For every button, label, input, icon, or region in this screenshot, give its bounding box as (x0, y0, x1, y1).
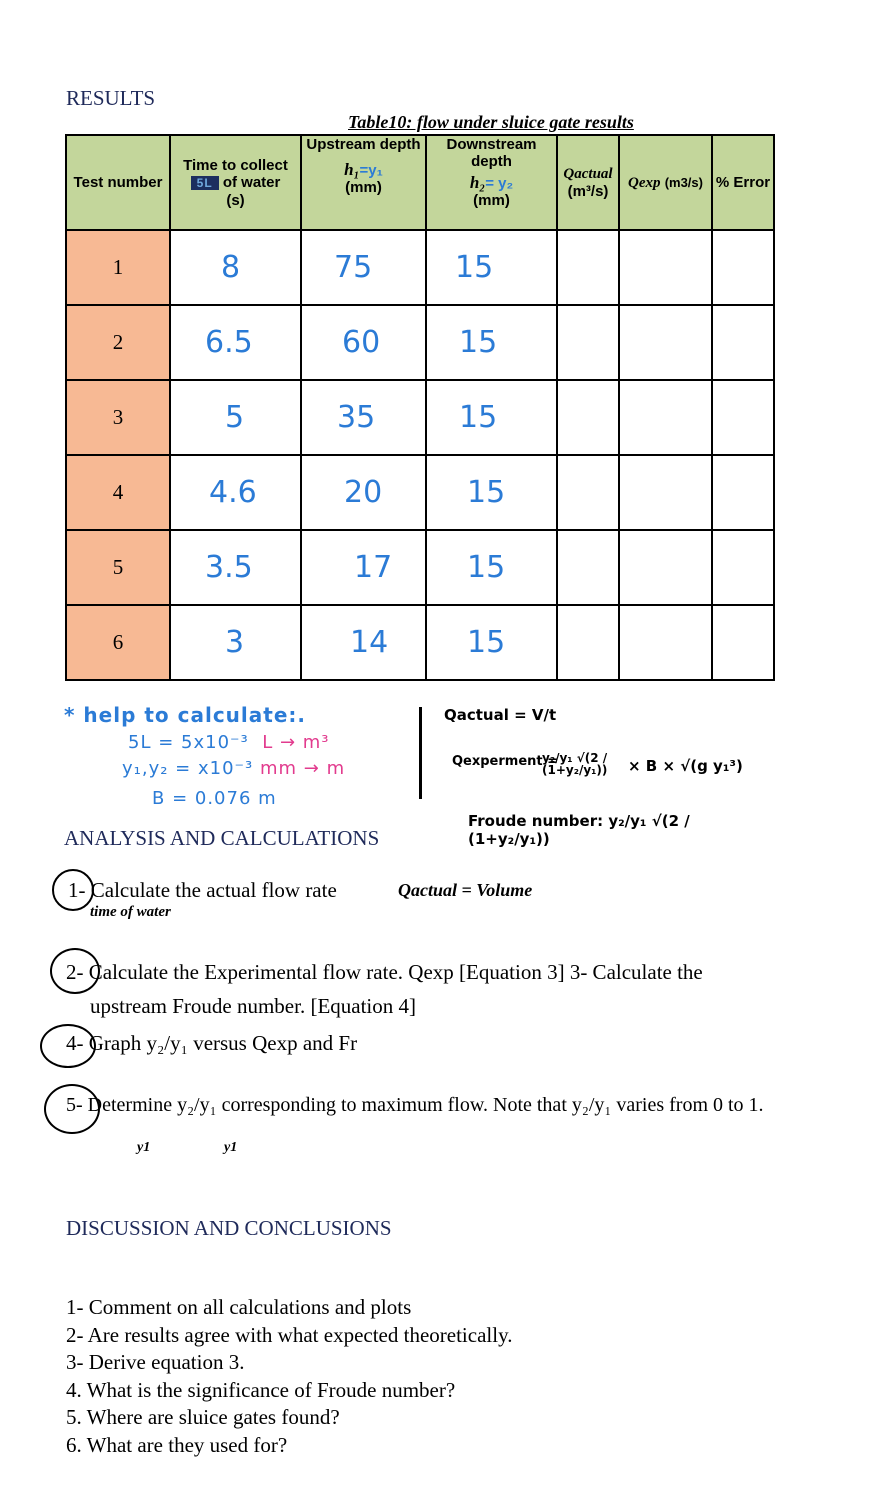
header-downstream (426, 135, 557, 230)
analysis-heading: ANALYSIS AND CALCULATIONS (64, 826, 380, 850)
cell-qexp (619, 605, 712, 680)
cell-qactual (557, 530, 619, 605)
cell-test-number: 6 (66, 605, 170, 680)
discussion-heading: DISCUSSION AND CONCLUSIONS (66, 1216, 392, 1240)
list-item: 5. Where are sluice gates found? (66, 1405, 340, 1429)
cell-time: 3 (170, 605, 301, 680)
cell-time: 5 (170, 380, 301, 455)
helper-line2 (122, 758, 345, 779)
cell-downstream: 15 (426, 230, 557, 305)
cell-error (712, 230, 774, 305)
header-downstream-symbol: h₂ (469, 173, 486, 192)
y1-label-left: y1 (137, 1140, 151, 1155)
cell-downstream: 15 (426, 455, 557, 530)
cell-test-number: 5 (66, 530, 170, 605)
cell-upstream: 75 (301, 230, 426, 305)
table-caption: Table10: flow under sluice gate results (348, 112, 634, 132)
header-upstream (301, 135, 426, 230)
cell-qexp (619, 530, 712, 605)
table-row (66, 380, 774, 455)
list-item: 3- Derive equation 3. (66, 1350, 245, 1374)
item-1-denominator: time of water (90, 904, 171, 920)
cell-upstream: 35 (301, 380, 426, 455)
cell-qactual (557, 380, 619, 455)
cell-error (712, 530, 774, 605)
cell-upstream: 14 (301, 605, 426, 680)
item-4: 4- Graph y₂/y₁ versus Qexp and Fr (66, 1031, 358, 1055)
header-qactual-unit: (m³/s) (567, 182, 609, 200)
header-upstream-unit: (mm) (345, 179, 382, 196)
item-1-formula: Qactual = Volume (398, 880, 533, 900)
list-item: 4. What is the significance of Froude number? (66, 1377, 456, 1402)
results-table (65, 134, 775, 681)
froude-formula: Froude number: y₂/y₁ √(2 / (1+y₂/y₁)) (468, 812, 690, 848)
cell-qactual (557, 230, 619, 305)
header-time-unit: (s) (226, 191, 245, 209)
helper-line2-left: y₁,y₂ = x10⁻³ (122, 758, 254, 779)
header-downstream-unit: (mm) (473, 192, 510, 209)
header-qexp (619, 135, 712, 230)
table-row (66, 605, 774, 680)
cell-upstream: 60 (301, 305, 426, 380)
cell-qactual (557, 605, 619, 680)
cell-downstream: 15 (426, 380, 557, 455)
cell-upstream: 20 (301, 455, 426, 530)
cell-test-number: 3 (66, 380, 170, 455)
table-row (66, 230, 774, 305)
item-2-continued: upstream Froude number. [Equation 4] (90, 994, 417, 1018)
cell-upstream: 17 (301, 530, 426, 605)
header-upstream-symbol: h₁ (344, 160, 360, 179)
table-row (66, 530, 774, 605)
cell-test-number: 2 (66, 305, 170, 380)
list-item: 2- Are results agree with what expected theoretically. (66, 1322, 513, 1347)
cell-error (712, 380, 774, 455)
cell-qactual (557, 455, 619, 530)
helper-line3: B = 0.076 m (152, 788, 277, 809)
item-2: 2- Calculate the Experimental flow rate. Qexp [Equation 3] 3- Calculate the (66, 960, 703, 984)
cell-error (712, 605, 774, 680)
header-time-badge: 5L (191, 176, 219, 190)
cell-time: 6.5 (170, 305, 301, 380)
cell-time: 8 (170, 230, 301, 305)
q-exp-fraction: y₂/y₁ √(2 / (1+y₂/y₁)) (542, 751, 608, 777)
helper-title: * help to calculate:. (64, 703, 306, 727)
helper-line1-left: 5L = 5x10⁻³ (128, 732, 249, 753)
item-1: 1- Calculate the actual flow rate (68, 878, 337, 902)
cell-test-number: 1 (66, 230, 170, 305)
table-row (66, 455, 774, 530)
cell-time: 3.5 (170, 530, 301, 605)
cell-time: 4.6 (170, 455, 301, 530)
header-downstream-hand: = y₂ (485, 175, 514, 192)
header-qactual (557, 135, 619, 230)
helper-line2-right: mm → m (260, 758, 346, 779)
header-test-number: Test number (66, 135, 170, 230)
q-exp-label: Qexperment = (452, 754, 559, 769)
cell-error (712, 305, 774, 380)
cell-downstream: 15 (426, 530, 557, 605)
cell-qactual (557, 305, 619, 380)
cell-error (712, 455, 774, 530)
header-time (170, 135, 301, 230)
cell-test-number: 4 (66, 455, 170, 530)
y1-label-right: y1 (224, 1140, 238, 1155)
header-upstream-title: Upstream depth (306, 136, 421, 153)
divider (419, 707, 422, 799)
list-item: 1- Comment on all calculations and plots (66, 1295, 412, 1319)
header-qexp-unit: (m3/s) (664, 174, 703, 190)
header-time-line1: Time to collect (183, 156, 288, 174)
item-5: 5- Determine y₂/y₁ corresponding to maximum flow. Note that y₂/y₁ varies from 0 to 1. (66, 1094, 764, 1116)
header-upstream-hand: =y₁ (359, 162, 383, 179)
header-qactual-label: Qactual (563, 165, 613, 182)
helper-line1-right: L → m³ (262, 732, 330, 753)
discussion-list (66, 1294, 512, 1459)
q-actual-formula: Qactual = V/t (444, 706, 557, 724)
cell-downstream: 15 (426, 305, 557, 380)
list-item: 6. What are they used for? (66, 1432, 288, 1457)
cell-qexp (619, 380, 712, 455)
helper-line1 (128, 732, 330, 753)
header-downstream-title: Downstream depth (446, 136, 537, 170)
cell-qexp (619, 230, 712, 305)
results-heading: RESULTS (66, 86, 156, 110)
table-row (66, 305, 774, 380)
cell-downstream: 15 (426, 605, 557, 680)
cell-qexp (619, 305, 712, 380)
q-exp-rest: × B × √(g y₁³) (628, 757, 743, 775)
header-qexp-label: Qexp (628, 174, 661, 191)
cell-qexp (619, 455, 712, 530)
header-error: % Error (712, 135, 774, 230)
header-time-line2: of water (222, 173, 281, 191)
